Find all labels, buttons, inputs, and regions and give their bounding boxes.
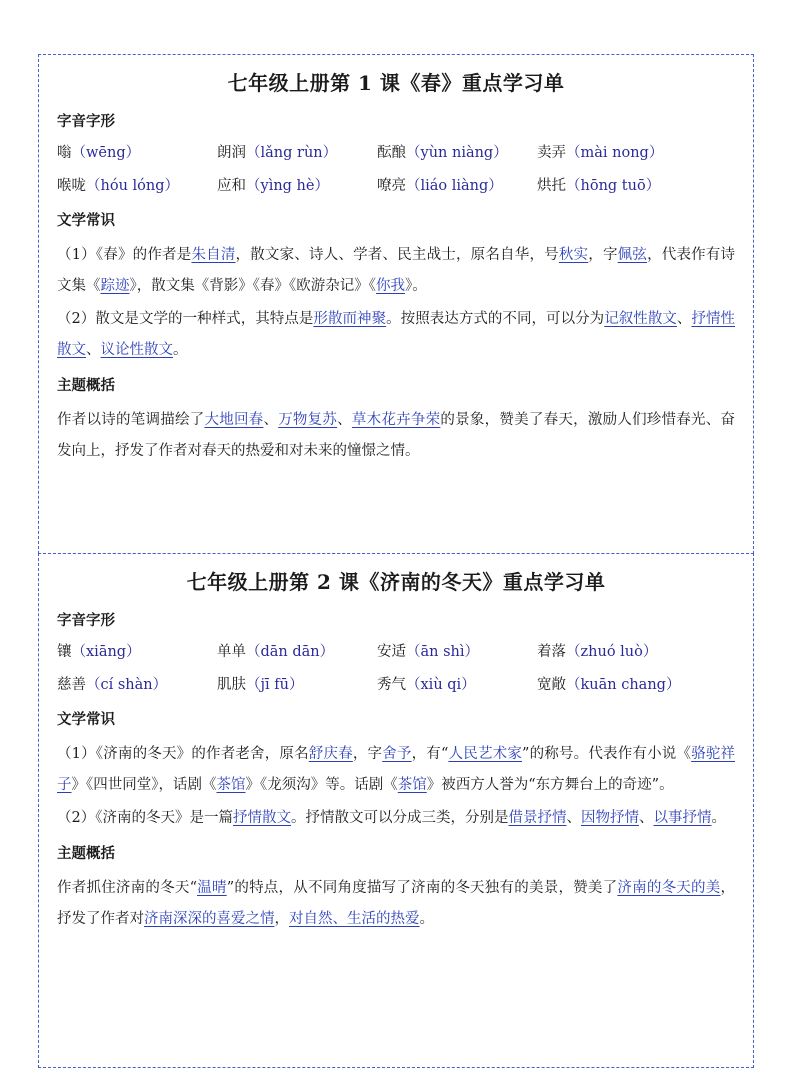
key-term-link[interactable]: 佩弦 xyxy=(617,247,648,263)
text-run: 、 xyxy=(263,412,279,428)
key-term-link[interactable]: 草木花卉争荣 xyxy=(351,412,441,428)
vocab-pinyin: （hóu lóng） xyxy=(86,178,180,194)
text-run: 。按照表达方式的不同，可以分为 xyxy=(386,311,605,327)
text-run: 。 xyxy=(711,810,726,826)
key-term-link[interactable]: 你我 xyxy=(376,278,405,294)
text-run: 、 xyxy=(638,810,654,826)
vocab-word: 应和 xyxy=(217,178,246,194)
text-run: （2）散文是文学的一种样式，其特点是 xyxy=(57,311,314,327)
key-term-link[interactable]: 抒情散文 xyxy=(232,810,291,826)
text-run: ”的称号。代表作有小说《 xyxy=(522,746,692,762)
vocab-word: 秀气 xyxy=(377,677,406,693)
vocab-pinyin: （dān dān） xyxy=(246,644,335,660)
text-run: ， xyxy=(274,911,289,927)
vocab-pinyin: （ān shì） xyxy=(406,644,480,660)
key-term-link[interactable]: 因物抒情 xyxy=(580,810,639,826)
key-term-link[interactable]: 骆驼祥子 xyxy=(57,746,736,793)
vocab-item xyxy=(217,640,377,661)
text-run: ，代表作有诗文集《 xyxy=(57,247,736,294)
lesson-1-title: 七年级上册第 1 课《春》重点学习单 xyxy=(227,71,565,95)
vocab-word: 烘托 xyxy=(537,178,566,194)
vocab-pinyin: （yùn niàng） xyxy=(406,145,508,161)
vocab-item xyxy=(377,141,537,162)
vocab-word: 肌肤 xyxy=(217,677,246,693)
vocab-pinyin: （mài nong） xyxy=(566,145,664,161)
lesson-1-card xyxy=(38,54,754,554)
vocab-word: 嘹亮 xyxy=(377,178,406,194)
vocab-item xyxy=(377,174,537,195)
vocab-item xyxy=(537,174,737,195)
key-term-link[interactable]: 踪迹 xyxy=(100,278,130,294)
vocab-pinyin: （liáo liàng） xyxy=(406,178,503,194)
key-term-link[interactable]: 朱自清 xyxy=(191,247,236,263)
lesson-2-literature-p1 xyxy=(57,739,735,801)
vocab-word: 慈善 xyxy=(57,677,86,693)
vocab-pinyin: （zhuó luò） xyxy=(566,644,658,660)
key-term-link[interactable]: 议论性散文 xyxy=(100,342,173,358)
vocab-pinyin: （yìng hè） xyxy=(246,178,329,194)
text-run: 》被西方人誉为“东方舞台上的奇迹”。 xyxy=(426,777,674,793)
vocab-item xyxy=(377,673,537,694)
lesson-1-literature-p1 xyxy=(57,240,735,302)
text-run: 作者以诗的笔调描绘了 xyxy=(57,412,205,428)
vocab-item xyxy=(57,174,217,195)
vocab-item xyxy=(217,141,377,162)
text-run: （1）《春》的作者是 xyxy=(57,247,192,263)
key-term-link[interactable]: 舍予 xyxy=(382,746,412,762)
vocab-word: 安适 xyxy=(377,644,406,660)
text-run: （1）《济南的冬天》的作者老舍，原名 xyxy=(57,746,309,762)
vocab-word: 镶 xyxy=(57,644,72,660)
key-term-link[interactable]: 人民艺术家 xyxy=(448,746,523,762)
vocab-item xyxy=(57,640,217,661)
lesson-2-card xyxy=(38,553,754,1068)
text-run: 》《四世同堂》，话剧《 xyxy=(71,777,217,793)
vocab-pinyin: （lǎng rùn） xyxy=(246,145,338,161)
vocab-item xyxy=(537,673,737,694)
text-run: ，散文家、诗人、学者、民主战士，原名自华，号 xyxy=(235,247,559,263)
text-run: 》《龙须沟》等。话剧《 xyxy=(245,777,398,793)
key-term-link[interactable]: 茶馆 xyxy=(216,777,246,793)
vocab-item xyxy=(57,141,217,162)
vocab-item xyxy=(377,640,537,661)
key-term-link[interactable]: 济南的冬天的美 xyxy=(617,880,721,896)
text-run: ”的特点，从不同角度描写了济南的冬天独有的美景，赞美了 xyxy=(226,880,618,896)
key-term-link[interactable]: 温晴 xyxy=(197,880,227,896)
vocab-item xyxy=(217,673,377,694)
key-term-link[interactable]: 以事抒情 xyxy=(653,810,712,826)
vocab-pinyin: （xiù qi） xyxy=(406,677,476,693)
text-run: 。 xyxy=(173,342,188,358)
key-term-link[interactable]: 舒庆春 xyxy=(308,746,353,762)
text-run: 作者抓住济南的冬天“ xyxy=(57,880,197,896)
lesson-2-vocab-grid xyxy=(57,640,735,694)
text-run: 、 xyxy=(676,311,692,327)
vocab-pinyin: （cí shàn） xyxy=(86,677,168,693)
lesson-2-literature-p2 xyxy=(57,803,735,834)
lesson-1-literature-p2 xyxy=(57,304,735,366)
vocab-word: 嗡 xyxy=(57,145,72,161)
key-term-link[interactable]: 济南深深的喜爱之情 xyxy=(144,911,275,927)
lesson-1-theme-text xyxy=(57,405,735,467)
key-term-link[interactable]: 借景抒情 xyxy=(508,810,567,826)
key-term-link[interactable]: 抒情性散文 xyxy=(57,311,736,358)
key-term-link[interactable]: 茶馆 xyxy=(397,777,427,793)
text-run: 、 xyxy=(86,342,101,358)
vocab-word: 宽敞 xyxy=(537,677,566,693)
text-run: 》，散文集《背影》《春》《欧游杂记》《 xyxy=(129,278,376,294)
vocab-item xyxy=(57,673,217,694)
vocab-word: 喉咙 xyxy=(57,178,86,194)
lesson-1-theme-heading: 主题概括 xyxy=(57,378,115,394)
text-run: （2）《济南的冬天》是一篇 xyxy=(57,810,233,826)
key-term-link[interactable]: 记叙性散文 xyxy=(604,311,677,327)
vocab-item xyxy=(217,174,377,195)
vocab-word: 着落 xyxy=(537,644,566,660)
text-run: 。抒情散文可以分成三类，分别是 xyxy=(290,810,509,826)
lesson-2-theme-text xyxy=(57,873,735,935)
vocab-pinyin: （wēng） xyxy=(71,145,141,161)
key-term-link[interactable]: 形散而神聚 xyxy=(313,311,387,327)
vocab-pinyin: （hōng tuō） xyxy=(566,178,661,194)
vocab-word: 酝酿 xyxy=(377,145,406,161)
lesson-2-literature-heading: 文学常识 xyxy=(57,712,115,728)
key-term-link[interactable]: 万物复苏 xyxy=(278,412,338,428)
text-run: ，抒发了作者对 xyxy=(57,880,735,927)
text-run: ，有“ xyxy=(411,746,449,762)
lesson-1-vocab-heading: 字音字形 xyxy=(57,114,115,130)
text-run: ，字 xyxy=(352,746,383,762)
vocab-word: 卖弄 xyxy=(537,145,566,161)
text-run: 》。 xyxy=(405,278,427,294)
text-run: 、 xyxy=(337,412,352,428)
text-run: ，字 xyxy=(588,247,618,263)
key-term-link[interactable]: 大地回春 xyxy=(204,412,264,428)
key-term-link[interactable]: 对自然、生活的热爱 xyxy=(289,911,420,927)
vocab-word: 朗润 xyxy=(217,145,246,161)
lesson-1-literature-heading: 文学常识 xyxy=(57,213,115,229)
vocab-item xyxy=(537,640,737,661)
vocab-word: 单单 xyxy=(217,644,246,660)
lesson-2-theme-heading: 主题概括 xyxy=(57,846,115,862)
text-run: 。 xyxy=(419,911,434,927)
text-run: 、 xyxy=(566,810,581,826)
vocab-item xyxy=(537,141,737,162)
lesson-1-vocab-grid xyxy=(57,141,735,195)
vocab-pinyin: （jī fū） xyxy=(246,677,304,693)
vocab-pinyin: （xiāng） xyxy=(71,644,141,660)
lesson-2-title: 七年级上册第 2 课《济南的冬天》重点学习单 xyxy=(186,570,606,594)
text-run: 的景象，赞美了春天，激励人们珍惜春光、奋发向上，抒发了作者对春天的热爱和对未来的憧憬之情。 xyxy=(57,412,736,459)
key-term-link[interactable]: 秋实 xyxy=(558,247,589,263)
lesson-2-vocab-heading: 字音字形 xyxy=(57,613,115,629)
vocab-pinyin: （kuān chang） xyxy=(566,677,681,693)
